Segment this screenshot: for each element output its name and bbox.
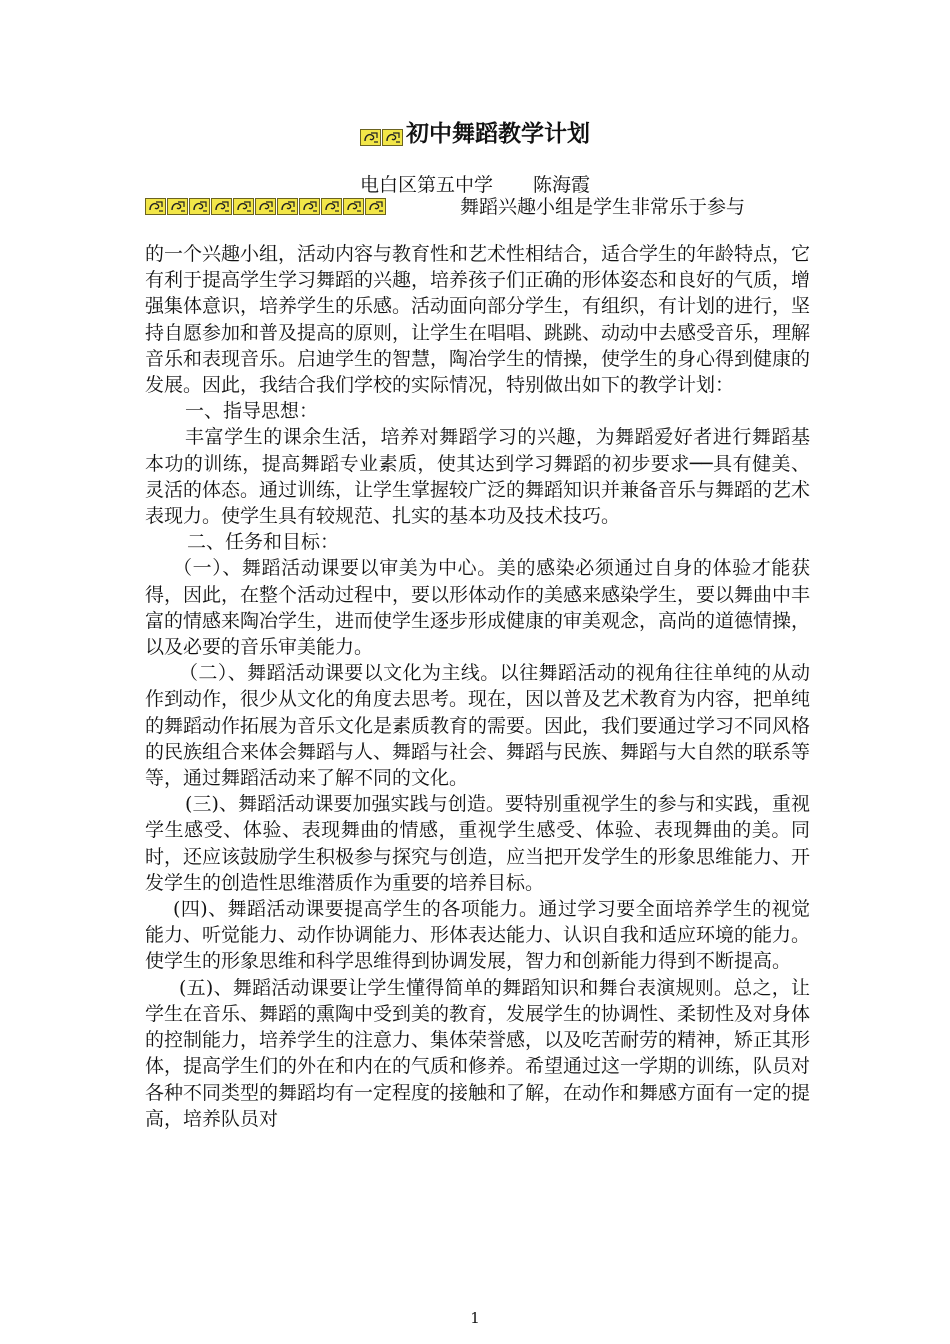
paragraph-intro: 的一个兴趣小组，活动内容与教育性和艺术性相结合，适合学生的年龄特点，它有利于提高学生学习舞蹈的兴趣，培养孩子们正确的形体姿态和良好的气质，增强集体意识，培养学生的乐感。活动面向部分学生，有组织，有计划的进行，坚持自愿参加和普及提高的原则，让学生在唱唱、跳跳、动动中去感受音乐，理解音乐和表现音乐。启迪学生的智慧，陶冶学生的情操，使学生的身心得到健康的发展。因此，我结合我们学校的实际情况，特别做出如下的教学计划： [145, 243, 811, 397]
heading-tasks-goals: 二、任务和目标： [187, 531, 340, 554]
title-icon-group [360, 121, 404, 153]
decorative-emblem-icon [277, 198, 298, 215]
page-number: 1 [470, 1309, 480, 1327]
decorative-emblem-icon [382, 129, 403, 146]
author-name: 陈海霞 [533, 174, 591, 196]
school-name: 电白区第五中学 [359, 174, 493, 196]
decorative-emblem-icon [299, 198, 320, 215]
title-text: 初中舞蹈教学计划 [406, 121, 590, 147]
decorative-emblem-icon [360, 129, 381, 146]
document-body [145, 241, 810, 1132]
decorative-emblem-icon [233, 198, 254, 215]
paragraph-task-2: （二）、舞蹈活动课要以文化为主线。以往舞蹈活动的视角往往单纯的从动作到动作，很少从文化的角度去思考。现在，因以普及艺术教育为内容，把单纯的舞蹈动作拓展为音乐文化是素质教育的需要。因此，我们要通过学习不同风格的民族组合来体会舞蹈与人、舞蹈与社会、舞蹈与民族、舞蹈与大自然的联系等等，通过舞蹈活动来了解不同的文化。 [145, 662, 811, 790]
heading-guiding-thought: 一、指导思想： [185, 400, 319, 423]
decorative-emblem-icon [321, 198, 342, 215]
decorative-emblem-icon [189, 198, 210, 215]
decorative-emblem-icon [343, 198, 364, 215]
document-title [0, 118, 950, 153]
paragraph-task-5: (五)、舞蹈活动课要让学生懂得简单的舞蹈知识和舞台表演规则。总之，让学生在音乐、舞蹈的熏陶中受到美的教育，发展学生的协调性、柔韧性及对身体的控制能力，培养学生的注意力、集体荣誉感，以及吃苦耐劳的精神，矫正其形体，提高学生们的外在和内在的气质和修养。希望通过这一学期的训练，队员对各种不同类型的舞蹈均有一定程度的接触和了解，在动作和舞感方面有一定的提高，培养队员对 [145, 976, 811, 1130]
paragraph-task-4: (四)、舞蹈活动课要提高学生的各项能力。通过学习要全面培养学生的视觉能力、听觉能力、动作协调能力、形体表达能力、认识自我和适应环境的能力。使学生的形象思维和科学思维得到协调发展，智力和创新能力得到不断提高。 [145, 898, 811, 973]
paragraph-guiding-thought: 丰富学生的课余生活，培养对舞蹈学习的兴趣，为舞蹈爱好者进行舞蹈基本功的训练，提高舞蹈专业素质，使其达到学习舞蹈的初步要求──具有健美、灵活的体态。通过训练，让学生掌握较广泛的舞蹈知识并兼备音乐与舞蹈的艺术表现力。使学生具有较规范、扎实的基本功及技术技巧。 [145, 426, 811, 528]
paragraph-task-1: （一）、舞蹈活动课要以审美为中心。美的感染必须通过自身的体验才能获得，因此，在整个活动过程中，要以形体动作的美感来感染学生，要以舞曲中丰富的情感来陶冶学生，进而使学生逐步形成健康的审美观念，高尚的道德情操，以及必要的音乐审美能力。 [145, 557, 811, 659]
decorative-emblem-icon [167, 198, 188, 215]
decorative-icon-row [145, 196, 387, 216]
decorative-emblem-icon [365, 198, 386, 215]
decorative-emblem-icon [145, 198, 166, 215]
paragraph-task-3: (三)、舞蹈活动课要加强实践与创造。要特别重视学生的参与和实践，重视学生感受、体验、表现舞曲的情感，重视学生感受、体验、表现舞曲的美。同时，还应该鼓励学生积极参与探究与创造，应当把开发学生的形象思维能力、开发学生的创造性思维潜质作为重要的培养目标。 [145, 793, 811, 894]
decorative-emblem-icon [255, 198, 276, 215]
intro-lead-text: 舞蹈兴趣小组是学生非常乐于参与 [460, 196, 746, 218]
decorative-emblem-icon [211, 198, 232, 215]
